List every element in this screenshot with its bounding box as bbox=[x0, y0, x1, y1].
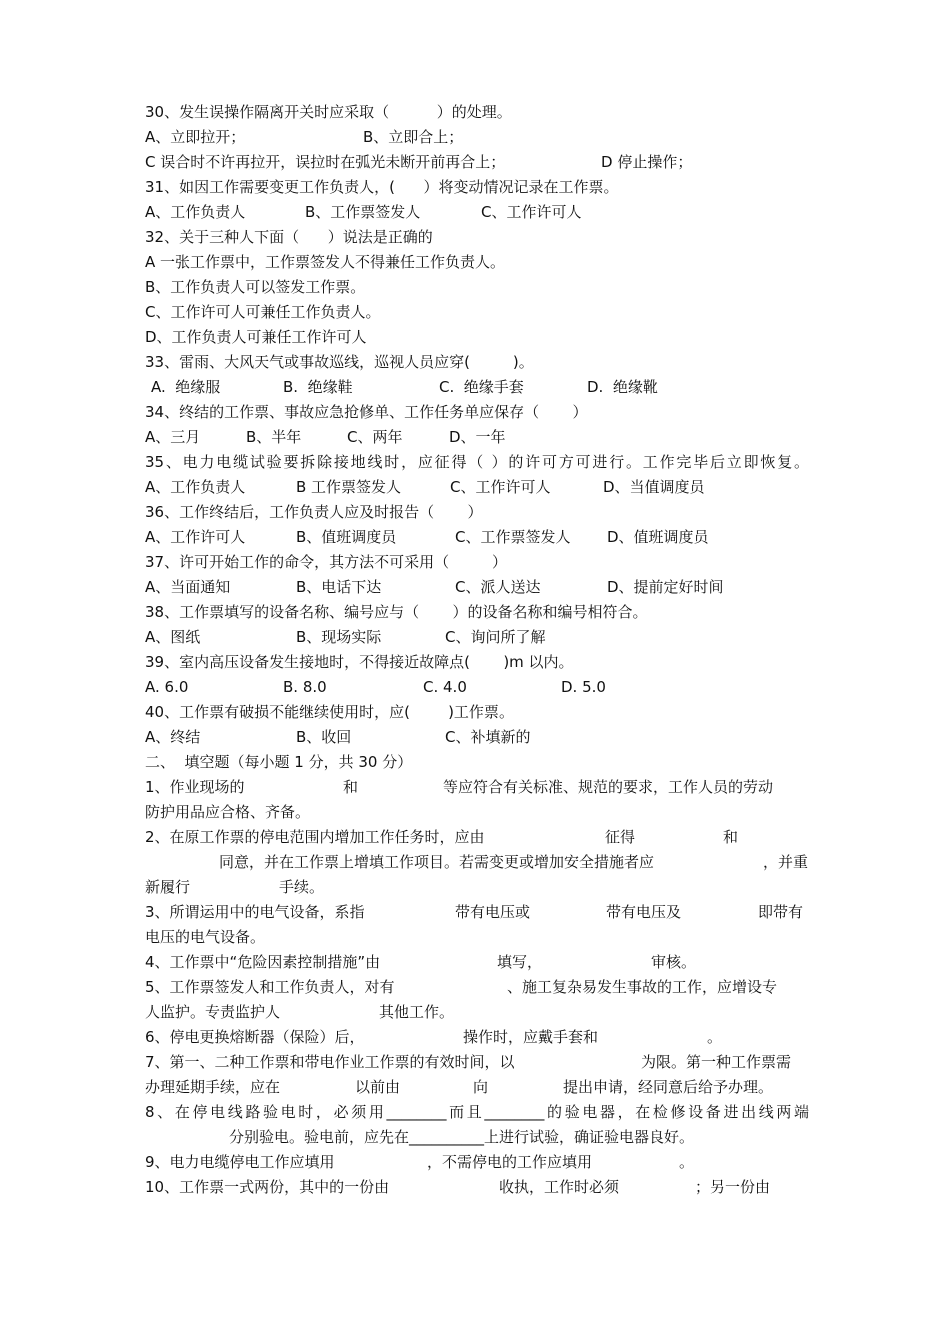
fill-question-1-cont: 防护用品应合格、齐备。 bbox=[145, 803, 311, 821]
question-30-options-cd: C 误合时不许再拉开，误拉时在弧光未断开前再合上； D 停止操作； bbox=[145, 153, 693, 171]
fill-question-2-cont2: 新履行 手续。 bbox=[145, 878, 325, 896]
fill-question-8-cont: 分别验电。验电前，应先在__________上进行试验，确证验电器良好。 bbox=[229, 1128, 695, 1146]
question-34-options: A、三月 B、半年 C、两年 D、一年 bbox=[145, 428, 506, 446]
question-38-options: A、图纸 B、现场实际 C、询问所了解 bbox=[145, 628, 546, 646]
section-heading-fill-in: 二、 填空题（每小题 1 分，共 30 分） bbox=[145, 753, 413, 771]
question-39: 39、室内高压设备发生接地时，不得接近故障点( )m 以内。 bbox=[145, 653, 574, 671]
question-33-options: A. 绝缘服 B. 绝缘鞋 C. 绝缘手套 D. 绝缘靴 bbox=[151, 378, 658, 396]
question-35: 35、电力电缆试验要拆除接地线时，应征得（ ）的许可方可进行。工作完毕后立即恢复。 bbox=[145, 453, 809, 471]
question-36: 36、工作终结后，工作负责人应及时报告（ ） bbox=[145, 503, 483, 521]
question-37-options: A、当面通知 B、电话下达 C、派人送达 D、提前定好时间 bbox=[145, 578, 724, 596]
fill-question-7-cont: 办理延期手续，应在 以前由 向 提出申请，经同意后给予办理。 bbox=[145, 1078, 774, 1096]
question-38: 38、工作票填写的设备名称、编号应与（ ）的设备名称和编号相符合。 bbox=[145, 603, 648, 621]
question-37: 37、许可开始工作的命令，其方法不可采用（ ） bbox=[145, 553, 508, 571]
question-40: 40、工作票有破损不能继续使用时，应( )工作票。 bbox=[145, 703, 514, 721]
fill-question-2: 2、在原工作票的停电范围内增加工作任务时，应由 征得 和 bbox=[145, 828, 739, 846]
question-30-options-ab: A、立即拉开； B、立即合上； bbox=[145, 128, 464, 146]
question-31-options: A、工作负责人 B、工作票签发人 C、工作许可人 bbox=[145, 203, 582, 221]
question-32-option-d: D、工作负责人可兼任工作许可人 bbox=[145, 328, 367, 346]
question-32-option-a: A 一张工作票中，工作票签发人不得兼任工作负责人。 bbox=[145, 253, 506, 271]
question-34: 34、终结的工作票、事故应急抢修单、工作任务单应保存（ ） bbox=[145, 403, 588, 421]
question-33: 33、雷雨、大风天气或事故巡线，巡视人员应穿( )。 bbox=[145, 353, 534, 371]
fill-question-6: 6、停电更换熔断器（保险）后， 操作时，应戴手套和 。 bbox=[145, 1028, 723, 1046]
fill-question-7: 7、第一、二种工作票和带电作业工作票的有效时间，以 为限。第一种工作票需 bbox=[145, 1053, 792, 1071]
fill-question-4: 4、工作票中“危险因素控制措施”由 填写， 审核。 bbox=[145, 953, 697, 971]
fill-question-8: 8、在停电线路验电时，必须用________而且________的验电器，在检修设备进出线两端 bbox=[145, 1103, 809, 1121]
question-35-options: A、工作负责人 B 工作票签发人 C、工作许可人 D、当值调度员 bbox=[145, 478, 705, 496]
fill-question-3-cont: 电压的电气设备。 bbox=[145, 928, 266, 946]
question-40-options: A、终结 B、收回 C、补填新的 bbox=[145, 728, 531, 746]
fill-question-3: 3、所谓运用中的电气设备，系指 带有电压或 带有电压及 即带有 bbox=[145, 903, 804, 921]
question-32-option-c: C、工作许可人可兼任工作负责人。 bbox=[145, 303, 381, 321]
question-31: 31、如因工作需要变更工作负责人，( ）将变动情况记录在工作票。 bbox=[145, 178, 619, 196]
fill-question-1: 1、作业现场的 和 等应符合有关标准、规范的要求，工作人员的劳动 bbox=[145, 778, 774, 796]
fill-question-5-cont: 人监护。专责监护人 其他工作。 bbox=[145, 1003, 455, 1021]
question-32-option-b: B、工作负责人可以签发工作票。 bbox=[145, 278, 366, 296]
fill-question-5: 5、工作票签发人和工作负责人，对有 、施工复杂易发生事故的工作，应增设专 bbox=[145, 978, 778, 996]
question-36-options: A、工作许可人 B、值班调度员 C、工作票签发人 D、值班调度员 bbox=[145, 528, 709, 546]
question-32: 32、关于三种人下面（ ）说法是正确的 bbox=[145, 228, 433, 246]
fill-question-2-cont: 同意，并在工作票上增填工作项目。若需变更或增加安全措施者应 ，并重 bbox=[219, 853, 809, 871]
fill-question-9: 9、电力电缆停电工作应填用 ，不需停电的工作应填用 。 bbox=[145, 1153, 695, 1171]
question-39-options: A. 6.0 B. 8.0 C. 4.0 D. 5.0 bbox=[145, 678, 606, 696]
question-30: 30、发生误操作隔离开关时应采取（ ）的处理。 bbox=[145, 103, 512, 121]
fill-question-10: 10、工作票一式两份，其中的一份由 收执，工作时必须 ；另一份由 bbox=[145, 1178, 771, 1196]
